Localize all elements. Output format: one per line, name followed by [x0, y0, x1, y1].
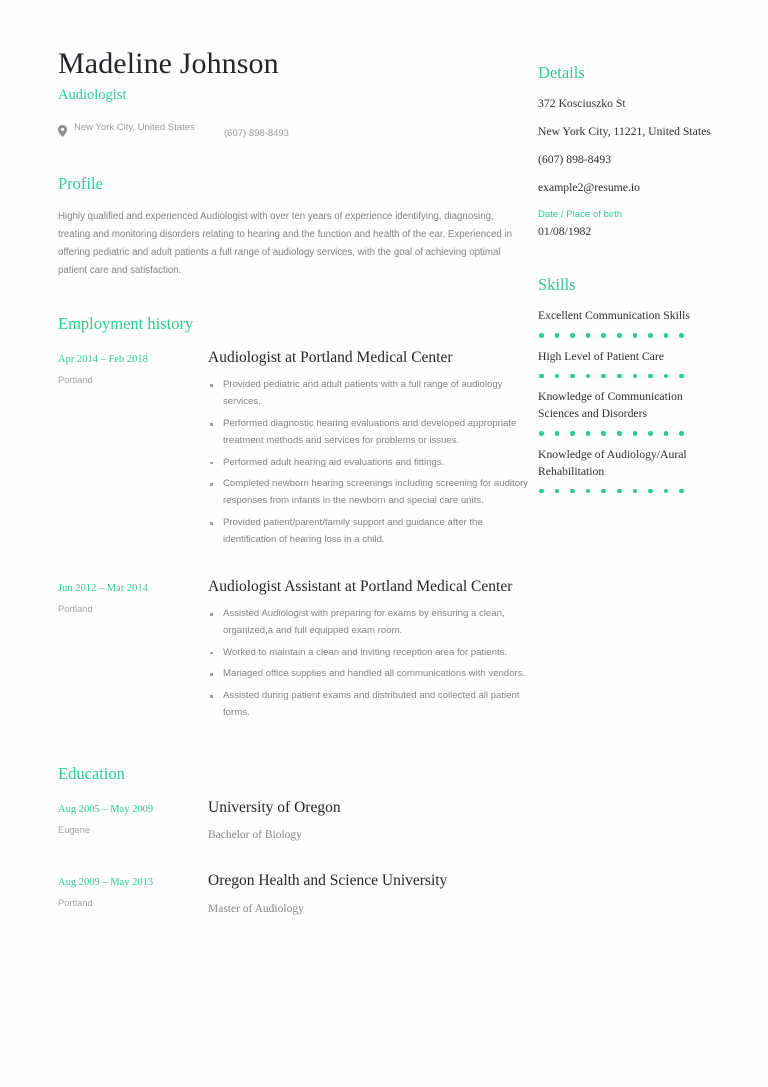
skill-rating-dot [679, 431, 684, 436]
skill-rating-dot [555, 489, 560, 494]
skill-rating-dot [648, 374, 653, 379]
skill-rating-dot [539, 431, 544, 436]
bullet-item: Assisted during patient exams and distributed and collected all patient forms. [208, 688, 538, 722]
skill-rating-dot [648, 489, 653, 494]
skill-rating [538, 431, 726, 436]
bullet-item: Provided patient/parent/family support and guidance after the identification of hearing loss in a child. [208, 515, 538, 549]
entry-body [208, 577, 538, 722]
entry-role: Audiologist Assistant at Portland Medical Center [208, 577, 513, 595]
entry-meta [58, 871, 208, 917]
sidebar [538, 47, 726, 504]
employment-entry [58, 577, 538, 722]
employment-section [58, 314, 538, 722]
entry-body [208, 348, 538, 548]
entry-meta [58, 348, 208, 548]
skill-rating-dot [601, 431, 606, 436]
skill-item [538, 447, 726, 494]
profile-heading: Profile [58, 174, 103, 194]
candidate-job-title: Audiologist [58, 86, 127, 103]
skills-heading: Skills [538, 275, 576, 295]
degree-name: Master of Audiology [208, 902, 304, 915]
contact-phone [224, 121, 289, 141]
skill-rating-dot [617, 374, 622, 379]
skill-rating-dot [633, 333, 638, 338]
skill-rating-dot [617, 431, 622, 436]
map-pin-icon [58, 125, 67, 137]
skill-item [538, 389, 726, 436]
skills-section [538, 275, 726, 493]
skill-rating-dot [539, 333, 544, 338]
entry-place: Portland [58, 603, 93, 614]
skill-rating-dot [633, 374, 638, 379]
bullet-item: Performed adult hearing aid evaluations and fittings. [208, 455, 538, 472]
detail-phone: (607) 898-8493 [538, 152, 612, 166]
skill-rating-dot [555, 431, 560, 436]
school-name: University of Oregon [208, 798, 341, 816]
entry-body [208, 871, 538, 917]
skill-rating-dot [679, 489, 684, 494]
skill-rating-dot [586, 374, 591, 379]
skill-rating-dot [664, 333, 669, 338]
skill-rating-dot [586, 333, 591, 338]
details-section [538, 63, 726, 241]
entry-meta [58, 798, 208, 844]
entry-body [208, 798, 538, 844]
bullet-item: Managed office supplies and handled all communications with vendors. [208, 666, 538, 683]
skill-rating-dot [570, 333, 575, 338]
location-text: New York City, United States [74, 121, 195, 133]
profile-text: Highly qualified and experienced Audiologist with over ten years of experience identifying, diagnosing, treating and monitoring disorders relating to hearing and the function and health of the ear. Experienced in offering pediatric and adult patients a full range of audiology services, with the goal of achieving optimal patient care and satisfaction. [58, 211, 512, 277]
phone-text: (607) 898-8493 [224, 127, 289, 139]
education-heading: Education [58, 763, 125, 783]
skill-rating-dot [679, 374, 684, 379]
skill-rating-dot [664, 374, 669, 379]
entry-date: Apr 2014 – Feb 2018 [58, 354, 148, 366]
skill-rating-dot [570, 431, 575, 436]
education-entry [58, 798, 538, 844]
school-name: Oregon Health and Science University [208, 872, 448, 890]
skill-rating-dot [555, 333, 560, 338]
employment-entry [58, 348, 538, 548]
bullet-item: Assisted Audiologist with preparing for exams by ensuring a clean, organized,a and full equipped exam room. [208, 606, 538, 640]
skill-item [538, 349, 726, 379]
skill-name: Knowledge of Communication Sciences and Disorders [538, 390, 683, 421]
skill-rating-dot [586, 489, 591, 494]
bullet-item: Completed newborn hearing screenings including screening for auditory responses from infants in the newborn and special care units. [208, 476, 538, 510]
bullet-item: Performed diagnostic hearing evaluations and developed appropriate treatment methods and services for problems or issues. [208, 416, 538, 450]
skill-rating-dot [570, 374, 575, 379]
candidate-name: Madeline Johnson [58, 47, 279, 80]
resume-header [58, 47, 538, 140]
skill-rating-dot [617, 333, 622, 338]
skill-rating-dot [570, 489, 575, 494]
dob-label: Date / Place of birth [538, 208, 623, 220]
entry-place: Eugene [58, 824, 91, 835]
entry-role: Audiologist at Portland Medical Center [208, 349, 453, 367]
skill-rating-dot [664, 489, 669, 494]
detail-email[interactable]: example2@resume.io [538, 180, 640, 194]
skill-rating-dot [586, 431, 591, 436]
entry-place: Portland [58, 898, 93, 909]
skill-rating [538, 374, 726, 379]
skill-rating-dot [633, 431, 638, 436]
entry-bullets [208, 606, 538, 722]
education-section [58, 764, 538, 917]
contact-row [58, 121, 538, 141]
entry-date: Aug 2009 – May 2013 [58, 877, 154, 889]
skill-rating-dot [539, 489, 544, 494]
employment-heading: Employment history [58, 314, 194, 334]
skill-rating-dot [555, 374, 560, 379]
entry-place: Portland [58, 375, 93, 386]
skill-rating-dot [601, 333, 606, 338]
skill-rating-dot [664, 431, 669, 436]
detail-city: New York City, 11221, United States [538, 124, 711, 138]
skill-name: High Level of Patient Care [538, 349, 664, 363]
bullet-item: Provided pediatric and adult patients with a full range of audiology services. [208, 377, 538, 411]
main-column [58, 47, 538, 917]
skill-rating-dot [648, 431, 653, 436]
skill-rating-dot [617, 489, 622, 494]
skill-rating-dot [601, 374, 606, 379]
skill-rating-dot [679, 333, 684, 338]
profile-section [58, 174, 538, 280]
skill-rating-dot [601, 489, 606, 494]
entry-date: Aug 2005 – May 2009 [58, 803, 154, 815]
contact-location [58, 121, 208, 137]
skill-item [538, 308, 726, 338]
skill-rating-dot [633, 489, 638, 494]
degree-name: Bachelor of Biology [208, 829, 302, 842]
details-heading: Details [538, 63, 585, 82]
skill-rating [538, 489, 726, 494]
education-entry [58, 871, 538, 917]
skill-name: Excellent Communication Skills [538, 309, 690, 323]
bullet-item: Worked to maintain a clean and inviting reception area for patients. [208, 645, 538, 662]
skill-rating-dot [648, 333, 653, 338]
entry-bullets [208, 377, 538, 548]
skill-name: Knowledge of Audiology/Aural Rehabilitation [538, 447, 687, 478]
dob-value: 01/08/1982 [538, 225, 592, 239]
skill-rating [538, 333, 726, 338]
skill-rating-dot [539, 374, 544, 379]
entry-meta [58, 577, 208, 722]
skills-list [538, 308, 726, 493]
entry-date: Jun 2012 – Mar 2014 [58, 582, 148, 594]
detail-address: 372 Kosciuszko St [538, 97, 626, 110]
